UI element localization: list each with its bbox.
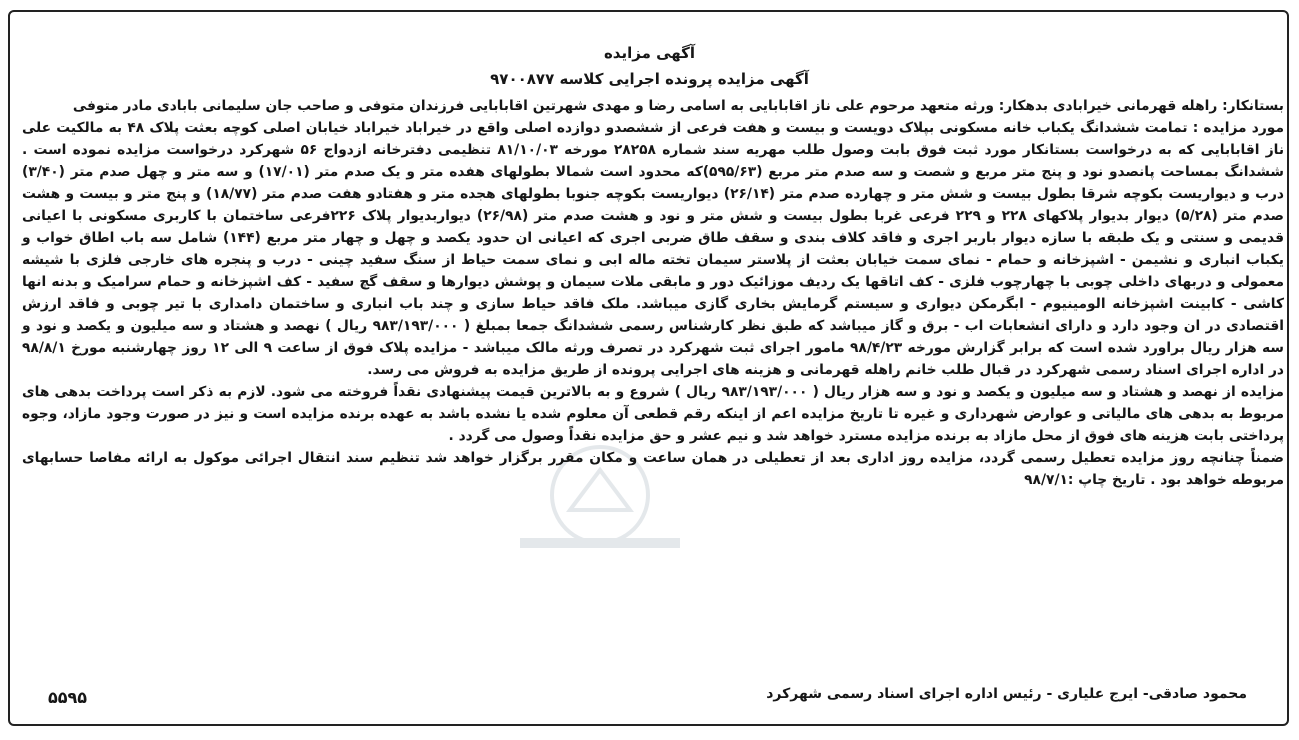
notice-title: آگهی مزایده (603, 44, 696, 62)
notice-paragraph-parties: بستانکار: راهله قهرمانی خیرابادی بدهکار: ورثه متعهد مرحوم علی ناز اقابابایی به اسامی رضا و مهدی شهرتین اقابابایی فرزندان متوفی و صاحب جان سلیمانی بابادی مادر متوفی (72, 98, 1284, 114)
notice-paragraph-subject: مورد مزایده : تمامت ششدانگ یکباب خانه مسکونی بپلاک دویست و بیست و هفت فرعی از ششصدو دوازده اصلی واقع در خیراباد خیراباد خیابان اصلی کوچه بعثت پلاک ۴۸ به مالکیت علی ناز اقابابایی که به درخواست بستانکار مورد ثبت فوق بابت وصول طلب مهریه سند شماره ۲۸۲۵۸ مورخه ۸۱/۱۰/۰۳ تنظیمی دفترخانه ازدواج ۵۶ شهرکرد درخواست مزایده نموده است . ششدانگ بمساحت پانصدو نود و پنج متر مربع و شصت و سه صدم متر مربع (۵۹۵/۶۳)که محدود است شمالا بطولهای هفده متر و یک صدم متر (۱۷/۰۱) و سه متر و چهل صدم متر (۳/۴۰) درب و دیواریست بکوچه شرقا بطول بیست و شش متر و چهارده صدم متر (۲۶/۱۴) دیواریست بکوچه جنوبا بطولهای هجده متر و هفتادو هفت صدم متر (۱۸/۷۷) و پنج متر و بیست و هشت صدم متر (۵/۲۸) دیوار بدیوار پلاکهای ۲۲۸ و ۲۲۹ فرعی غربا بطول بیست و شش متر و نود و هشت صدم متر (۲۶/۹۸) دیواربدیوار پلاک ۲۲۶فرعی ساختمان با کاربری مسکونی با اعیانی قدیمی و سنتی و یک طبقه با سازه دیوار باربر اجری و فاقد کلاف بندی و سقف طاق ضربی اجری که اعیانی ان حدود یکصد و چهل و چهار متر مربع (۱۴۴) شامل سه باب اطاق خواب و یکباب انباری و نشیمن - اشپزخانه و حمام - نمای سمت خیابان بعثت از پلاستر سیمان تخته ماله ابی و نمای سمت حیاط از سنگ سفید چینی - درب و پنجره های خارجی فلزی با شیشه معمولی و دربهای داخلی چوبی با چهارچوب فلزی - کف اتاقها یک ردیف موزائیک دور و مابقی ملات سیمان و پوشش دیوارها و سقف گچ سفید - کف اشپزخانه و حمام سرامیک و بدنه انها کاشی - کابینت اشپزخانه الومینیوم - ابگرمکن دیواری و سیستم گرمایش بخاری گازی میباشد. ملک فاقد حیاط سازی و چند باب انباری و ساختمان دامداری با تیر چوبی و فاقد ارزش اقتصادی در ان وجود دارد و دارای انشعابات اب - برق و گاز میباشد که طبق نظر کارشناس رسمی ششدانگ جمعا بمبلغ ( ۹۸۳/۱۹۳/۰۰۰ ریال ) نهصد و هشتاد و سه میلیون و یکصد و نود و سه هزار ریال براورد شده است که برابر گزارش مورخه ۹۸/۴/۲۳ مامور اجرای ثبت شهرکرد در تصرف ورثه مالک میباشد - مزایده پلاک فوق از ساعت ۹ الی ۱۲ روز چهارشنبه مورخ ۹۸/۸/۱ در اداره اجرای اسناد رسمی شهرکرد در قبال طلب خانم راهله قهرمانی و هزینه های اجرایی پرونده از طریق مزایده به فروش می رسد. (22, 120, 1284, 378)
notice-body (22, 95, 1284, 491)
notice-subtitle: آگهی مزایده پرونده اجرایی کلاسه ۹۷۰۰۸۷۷ (490, 70, 809, 88)
notice-code: ۵۵۹۵ (48, 688, 88, 707)
notice-paragraph-terms: مزایده از نهصد و هشتاد و سه میلیون و یکصد و نود و سه هزار ریال ( ۹۸۳/۱۹۳/۰۰۰ ریال ) شروع و به بالاترین قیمت پیشنهادی نقداً فروخته می شود. لازم به ذکر است پرداخت بدهی های مربوط به بدهی های مالیاتی و عوارض شهرداری و غیره تا تاریخ مزایده اعم از اینکه رقم قطعی آن معلوم شده یا نشده باشد به عهده برنده مزایده است و نیز در صورت وجود مازاد، وجوه پرداختی بابت هزینه های فوق از محل مازاد به برنده مزایده مسترد خواهد شد و نیم عشر و حق مزایده نقداً وصول می گردد . (22, 384, 1284, 444)
signature-line: محمود صادقی- ایرج علیاری - رئیس اداره اجرای اسناد رسمی شهرکرد (766, 686, 1247, 702)
notice-paragraph-holiday: ضمناً چنانچه روز مزایده تعطیل رسمی گردد، مزایده روز اداری بعد از تعطیلی در همان ساعت و مکان مقرر برگزار خواهد شد تنظیم سند انتقال اجرائی موکول به ارائه مفاصا حسابهای مربوطه خواهد بود . تاریخ چاپ :۹۸/۷/۱ (22, 450, 1284, 488)
